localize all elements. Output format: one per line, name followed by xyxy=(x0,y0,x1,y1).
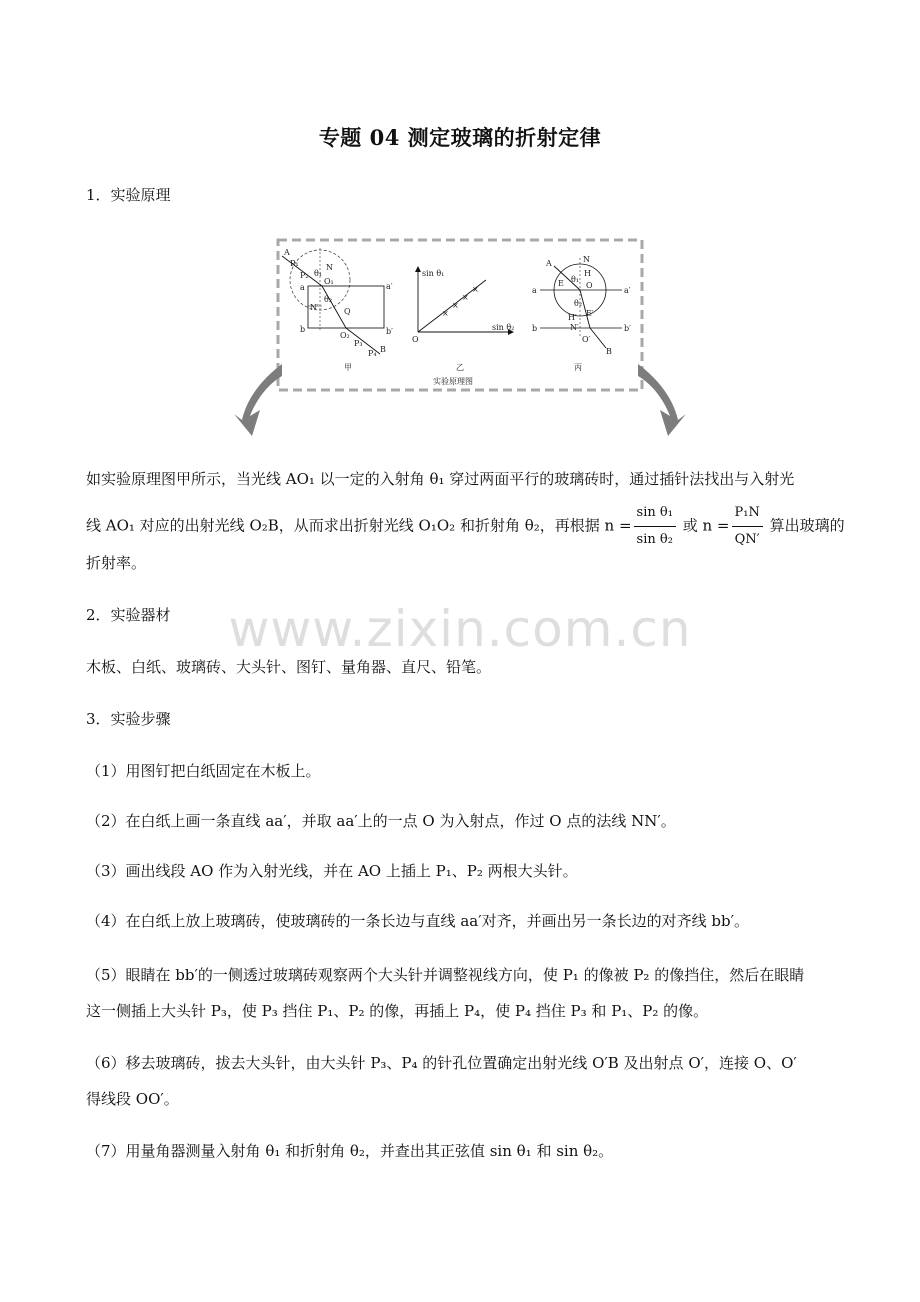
bing-label-N-prime: N′ xyxy=(570,323,579,332)
section-heading-principle: 1．实验原理 xyxy=(86,186,171,204)
jia-label-P3: P₃ xyxy=(354,339,363,348)
jia-label-B: B xyxy=(380,345,386,354)
jia-label-b: b xyxy=(300,325,306,334)
jia-label-theta2: θ₂ xyxy=(324,295,333,304)
eq1-lhs: n = xyxy=(604,516,632,535)
eq2-lhs: n = xyxy=(702,516,730,535)
yi-label-x: sin θ₂ xyxy=(492,323,515,332)
principle-line-2-tail: 算出玻璃的 xyxy=(769,516,845,535)
step-5-line-1: （5）眼睛在 bb′的一侧透过玻璃砖观察两个大头针并调整视线方向，使 P₁ 的像被 P₂ 的像挡住，然后在眼睛 xyxy=(86,966,805,984)
yi-point: × xyxy=(462,293,469,302)
yi-point: × xyxy=(472,285,479,294)
bing-label-N: N xyxy=(583,255,590,264)
jia-label-a-prime: a′ xyxy=(386,282,393,291)
principle-figure xyxy=(230,232,690,438)
panel-label-yi: 乙 xyxy=(456,363,464,372)
yi-label-y: sin θ₁ xyxy=(422,269,445,278)
eq2-fraction xyxy=(732,500,763,553)
eq2-numerator: P₁N xyxy=(732,500,763,527)
bing-label-H-prime: H′ xyxy=(568,313,577,322)
bing-label-B: B xyxy=(606,347,612,356)
yi-point: × xyxy=(452,301,459,310)
jia-label-A: A xyxy=(284,248,290,257)
step-3: （3）画出线段 AO 作为入射光线，并在 AO 上插上 P₁、P₂ 两根大头针。 xyxy=(86,862,578,880)
panel-bing xyxy=(532,255,631,372)
panel-label-bing: 丙 xyxy=(574,363,582,372)
panel-yi xyxy=(412,266,514,372)
jia-label-O2: O₂ xyxy=(340,331,350,340)
materials-text: 木板、白纸、玻璃砖、大头针、图钉、量角器、直尺、铅笔。 xyxy=(86,658,492,676)
bing-label-b-prime: b′ xyxy=(624,324,631,333)
bing-label-theta2: θ₂ xyxy=(574,299,583,308)
page-title: 专题 04 测定玻璃的折射定律 xyxy=(318,125,602,150)
panel-label-jia: 甲 xyxy=(344,363,352,372)
eq1-denominator: sin θ₂ xyxy=(636,532,673,547)
yi-point: × xyxy=(442,309,449,318)
bing-label-E: E xyxy=(558,279,564,288)
left-curved-arrow-icon xyxy=(234,364,282,436)
bing-label-a-prime: a′ xyxy=(624,286,631,295)
step-5-line-2: 这一侧插上大头针 P₃，使 P₃ 挡住 P₁、P₂ 的像，再插上 P₄，使 P₄ 挡住 P₃ 和 P₁、P₂ 的像。 xyxy=(86,1002,709,1020)
yi-label-origin: O xyxy=(412,335,419,344)
eq-or: 或 xyxy=(682,516,698,535)
jia-label-N: N xyxy=(326,263,333,272)
eq1-fraction xyxy=(634,500,676,553)
step-2: （2）在白纸上画一条直线 aa′，并取 aa′上的一点 O 为入射点，作过 O 点的法线 NN′。 xyxy=(86,812,676,830)
bing-label-H: H xyxy=(584,269,591,278)
eq1-numerator: sin θ₁ xyxy=(634,500,676,527)
bing-label-theta1: θ₁ xyxy=(571,275,580,284)
section-heading-steps: 3．实验步骤 xyxy=(86,710,171,728)
jia-label-a: a xyxy=(300,283,305,292)
panel-jia xyxy=(282,248,393,372)
jia-label-b-prime: b′ xyxy=(386,327,393,336)
jia-label-O1: O₁ xyxy=(324,277,334,286)
step-4: （4）在白纸上放上玻璃砖，使玻璃砖的一条长边与直线 aa′对齐，并画出另一条长边的对齐线 bb′。 xyxy=(86,912,749,930)
bing-label-E-prime: E′ xyxy=(586,309,594,318)
bing-label-A: A xyxy=(546,259,552,268)
principle-line-1: 如实验原理图甲所示，当光线 AO₁ 以一定的入射角 θ₁ 穿过两面平行的玻璃砖时，通过插针法找出与入射光 xyxy=(86,470,795,488)
bing-label-O: O xyxy=(586,281,593,290)
jia-label-P4: P₄ xyxy=(368,349,377,358)
yi-y-arrow-icon xyxy=(415,266,421,272)
jia-refracted-ray xyxy=(322,286,346,328)
step-7: （7）用量角器测量入射角 θ₁ 和折射角 θ₂，并查出其正弦值 sin θ₁ 和 sin θ₂。 xyxy=(86,1142,614,1160)
bing-label-a: a xyxy=(532,286,537,295)
jia-label-P2: P₂ xyxy=(300,271,309,280)
jia-label-N-prime: N′ xyxy=(310,303,319,312)
principle-line-2-text: 线 AO₁ 对应的出射光线 O₂B，从而求出折射光线 O₁O₂ 和折射角 θ₂，再根据 xyxy=(86,516,600,535)
step-1: （1）用图钉把白纸固定在木板上。 xyxy=(86,762,321,780)
jia-label-theta1: θ₁ xyxy=(314,269,323,278)
principle-line-2 xyxy=(86,500,845,553)
section-heading-materials: 2．实验器材 xyxy=(86,606,171,624)
bing-label-b: b xyxy=(532,324,538,333)
bing-label-O-prime: O′ xyxy=(582,335,591,344)
right-curved-arrow-icon xyxy=(638,364,686,436)
step-6-line-2: 得线段 OO′。 xyxy=(86,1090,179,1108)
watermark: www.zixin.com.cn xyxy=(228,600,692,658)
step-6-line-1: （6）移去玻璃砖，拔去大头针，由大头针 P₃、P₄ 的针孔位置确定出射光线 O′B 及出射点 O′，连接 O、O′ xyxy=(86,1054,797,1072)
figure-caption: 实验原理图 xyxy=(433,377,473,386)
jia-label-Q: Q xyxy=(344,307,351,316)
eq2-denominator: QN′ xyxy=(734,532,760,547)
bing-emergent-ray xyxy=(590,328,606,348)
jia-label-P1: P₁ xyxy=(290,259,299,268)
principle-line-3: 折射率。 xyxy=(86,554,147,572)
